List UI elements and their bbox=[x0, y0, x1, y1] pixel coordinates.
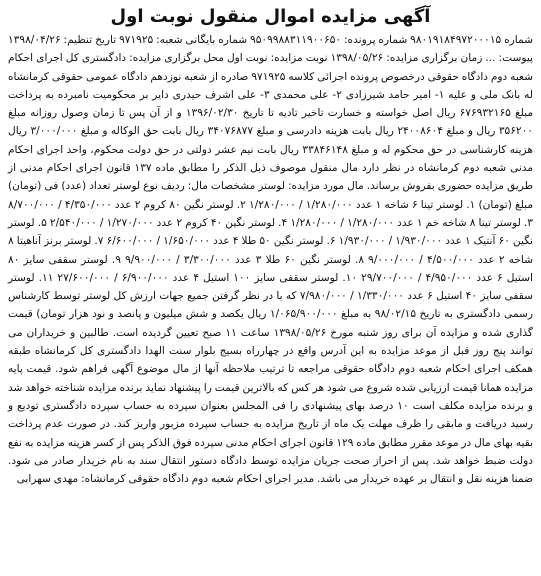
notice-title: آگهی مزایده اموال منقول نوبت اول bbox=[110, 6, 431, 27]
notice-body-text: شماره ۹۸۰۱۹۱۸۴۹۷۲۰۰۰۱۵ شماره پرونده: ۹۵۰۹۹۸۸۳۱۱۹۰۰۶۵۰ شماره بایگانی شعبه: ۹۷۱۹۲۵ تاریخ تنظیم: ۱۳۹۸/۰۴/۲۶ پیوست: ... زمان برگزاری مزایده: ۱۳۹۸/۰۵/۲۶ نوبت مزایده: نوبت اول محل برگزاری مزایده: دادگستری کل اجرای احکام شعبه دوم دادگاه حقوقی درخصوص پرونده اجرائی کلاسه ۹۷۱۹۲۵ صادره از شعبه نوزدهم دادگاه عمومی حقوقی کرمانشاه له بانک ملی و علیه ۱- امیر حامد شیرزادی ۲- علی محمدی ۳- علی اشرف حیدری دایر بر محکومیت نامبرده به پرداخت مبلغ ۶۷۶۹۳۲۱۶۵ ریال اصل خواسته و خسارت تاخیر تادیه تا تاریخ ۱۳۹۶/۰۲/۳۰ و از آن پس تا زمان وصول روزانه مبلغ ۳۵۶۲۰۰ ریال و مبلغ ۲۴۰۰۸۶۰۴ ریال بابت هزینه دادرسی و مبلغ ۳۴۰۷۶۸۷۷ ریال بابت حق الوکاله و مبلغ ۳/۰۰۰/۰۰۰ ریال هزینه کارشناسی در حق محکوم له و مبلغ ۳۳۸۴۶۱۴۸ ریال بابت نیم عشر دولتی در حق دولت محکوم، واحد اجرای احکام مدنی شعبه دوم کرمانشاه در نظر دارد مال منقول موصوف ذیل الذکر را مطابق ماده ۱۳۷ قانون اجرای احکام مدنی از طریق مزایده حضوری بفروش برساند. مال مورد مزایده: لوستر مشخصات مال: ردیف نوع لوستر تعداد (عدد) فی (تومان) مبلغ (تومان) ۱. لوستر تینا ۶ شاخه ۱ عدد ۱/۲۸۰/۰۰۰ / ۱/۲۸۰/۰۰۰ ۲. لوستر نگین ۸۰ کروم ۲ عدد ۴/۳۵۰/۰۰۰ / ۸/۷۰۰/۰۰۰ ۳. لوستر تینا ۸ شاخه خم ۱ عدد ۱/۲۸۰/۰۰۰ / ۱/۲۸۰/۰۰۰ ۴. لوستر نگین ۴۰ کروم ۲ عدد ۱/۲۷۰/۰۰۰ / ۲/۵۴۰/۰۰۰ ۵. لوستر نگین ۶۰ آنتیک ۱ عدد ۱/۹۳۰/۰۰۰ / ۱/۹۳۰/۰۰۰ ۶. لوستر نگین ۵۰ طلا ۴ عدد ۱/۶۵۰/۰۰۰ / ۶/۶۰۰/۰۰۰ ۷. لوستر برنز آناهیتا ۸ شاخه ۲ عدد ۴/۵۰۰/۰۰۰ / ۹/۰۰۰/۰۰۰ ۸. لوستر نگین ۶۰ طلا ۳ عدد ۳/۳۰۰/۰۰۰ / ۹/۹۰۰/۰۰۰ ۹. لوستر سقفی سایز ۸۰ استیل ۶ عدد ۴/۹۵۰/۰۰۰ / ۲۹/۷۰۰/۰۰۰ ۱۰. لوستر سقفی سایز ۱۰۰ استیل ۴ عدد ۶/۹۰۰/۰۰۰ / ۲۷/۶۰۰/۰۰۰ ۱۱. لوستر سقفی سایز ۴۰ استیل ۶ عدد ۱/۳۳۰/۰۰۰ / ۷/۹۸۰/۰۰۰ که با در نظر گرفتن جمیع جهات ارزش کل لوستر توسط کارشناس رسمی دادگستری به تاریخ ۹۸/۰۲/۱۵ به مبلغ ۱/۰۶۵/۹۰۰/۰۰۰ ریال یکصد و شش میلیون و پانصد و نود هزار تومان) قیمت گذاری شده و مزایده آن برای روز شنبه مورخ ۱۳۹۸/۰۵/۲۶ ساعت ۱۱ صبح تعیین گردیده است. طالبین و خریداران می توانند پنج روز قبل از موعد مزایده به این آدرس واقع در چهارراه بسیج بلوار سنت الهدا دادگستری کل کرمانشاه طبقه همکف اجرای احکام شعبه دوم دادگاه حقوقی مراجعه تا ترتیب ملاحظه آنها از مال موضوع آگهی فراهم شود. قیمت پایه مزایده همانا قیمت ارزیابی شده شروع می شود هر کس که بالاترین قیمت را پیشنهاد نماید برنده مزایده شناخته خواهد شد و برنده مزایده مکلف است ۱۰ درصد بهای پیشنهادی را فی المجلس بعنوان سپرده به حساب سپرده دادگستری تودیع و رسید دریافت و مابقی را ظرف مهلت یک ماه از تاریخ مزایده به حساب سپرده مزبور واریز کند. در صورت عدم پرداخت بقیه بهای مال در موعد مقرر مطابق ماده ۱۲۹ قانون اجرای احکام مدنی سپرده فوق الذکر پس از کسر هزینه مزایده به نفع دولت ضبط خواهد شد. پس از احراز صحت جریان مزایده توسط دادگاه دستور انتقال سند به نام خریدار صادر می شود. ضمنا هزینه نقل و انتقال بر عهده خریدار می باشد. مدیر اجرای احکام شعبه دوم دادگاه حقوقی کرمانشاه: مهدی سهرابی bbox=[8, 34, 534, 486]
